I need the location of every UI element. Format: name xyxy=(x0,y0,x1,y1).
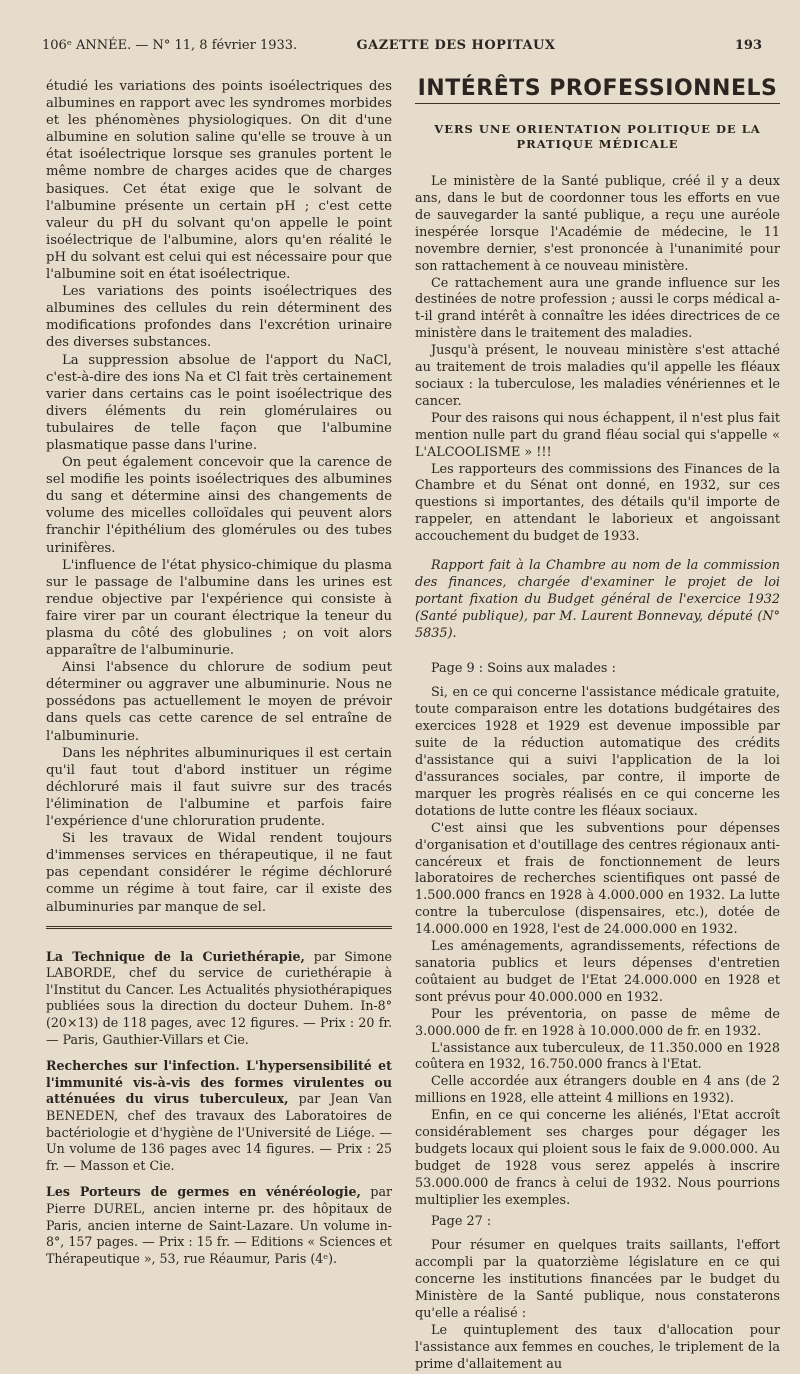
book-details: par Simone LABORDE, chef du service de curiethérapie à l'Institut du Cancer. Les Actualités physiothérapiques publiées sous la direction du docteur Duhem. In-8° (20×13) de 118 pages, avec 12 figures. — Prix : 20 fr. — Paris, Gauthier-Villars et Cie. xyxy=(46,948,393,1047)
report-reference: Rapport fait à la Chambre au nom de la commission des finances, chargée d'examiner le projet de loi portant fixation du Budget général de l'exercice 1932 (Santé publique), par M. Laurent Bonnevay, député (N° 5835). xyxy=(415,558,780,641)
paragraph: Les rapporteurs des commissions des Finances de la Chambre et du Sénat ont donné, en 1932, sur ces questions si importantes, des détails qu'il importe de rappeler, en attendant le laborieux et angoissant accouchement du budget de 1933. xyxy=(415,461,780,545)
page-header xyxy=(42,38,762,60)
paragraph: Si les travaux de Widal rendent toujours d'immenses services en thérapeutique, il ne faut pas cependant considérer le régime déchloruré comme un régime à tout faire, car il existe des albuminuries par manque de sel. xyxy=(46,831,392,915)
paragraph: Enfin, en ce qui concerne les aliénés, l'Etat accroît considérablement ses charges pour dégager les budgets locaux qui ploient sous le faix de 9.000.000. Au budget de 1928 vous serez appelés à inscrire 53.000.000 de francs à celui de 1932. Nous pourrions multiplier les exemples. xyxy=(415,1108,780,1208)
paragraph: La suppression absolue de l'apport du NaCl, c'est-à-dire des ions Na et Cl fait très certainement varier dans certains cas le point isoélectrique des divers éléments du rein glomérulaires ou tubulaires de telle façon que l'albumine plasmatique passe dans l'urine. xyxy=(46,352,392,453)
paragraph: Le quintuplement des taux d'allocation pour l'assistance aux femmes en couches, le triplement de la prime d'allaitement au xyxy=(415,1323,780,1372)
bibliography xyxy=(46,949,392,1268)
paragraph: L'influence de l'état physico-chimique du plasma sur le passage de l'albumine dans les urines est rendue objective par l'expérience qui consiste à faire virer par un courant électrique la teneur du plasma du côté des globulines ; on voit alors apparaître de l'albuminurie. xyxy=(46,557,392,659)
book-title: Les Porteurs de germes en vénéréologie, xyxy=(46,1184,361,1200)
paragraph: C'est ainsi que les subventions pour dépenses d'organisation et d'outillage des centres régionaux anti-cancéreux et frais de fonctionnement de leurs laboratoires de recherches scientifiques ont passé de 1.500.000 francs en 1928 à 4.000.000 en 1932. La lutte contre la tuberculose (dispensaires, etc.), dotée de 14.000.000 en 1928, l'est de 24.000.000 en 1932. xyxy=(415,820,780,938)
paragraph: Jusqu'à présent, le nouveau ministère s'est attaché au traitement de trois maladies qu'il appelle les fléaux sociaux : la tuberculose, les maladies vénériennes et le cancer. xyxy=(415,343,780,409)
right-column xyxy=(415,68,780,1374)
paragraph: Dans les néphrites albuminuriques il est certain qu'il faut tout d'abord instituer un régime déchloruré mais il faut suivre sur des tracés l'élimination de l'albumine et parfois faire l'expérience d'une chloruration prudente. xyxy=(46,745,392,830)
paragraph: Ce rattachement aura une grande influence sur les destinées de notre profession ; aussi le corps médical a-t-il grand intérêt à connaître les idées directrices de ce ministère dans le traitement des maladies. xyxy=(415,275,780,342)
paragraph: Le ministère de la Santé publique, créé il y a deux ans, dans le but de coordonner tous les efforts en vue de sauvegarder la santé publique, a reçu une auréole inespérée lorsque l'Académie de médecine, le 11 novembre dernier, s'est prononcée à l'unanimité pour son rattachement à ce nouveau ministère. xyxy=(415,174,780,274)
book-title: La Technique de la Curiethérapie, xyxy=(46,948,305,964)
paragraph: Ainsi l'absence du chlorure de sodium peut déterminer ou aggraver une albuminurie. Nous ne possédons pas actuellement le moyen de prévoir dans quels cas cette carence de sel entraîne de l'albuminurie. xyxy=(46,660,392,744)
paragraph: Pour résumer en quelques traits saillants, l'effort accompli par la quatorzième législature en ce qui concerne les institutions financées par le budget du Ministère de la Santé publique, nous constaterons qu'elle a réalisé : xyxy=(415,1238,780,1322)
paragraph: Les aménagements, agrandissements, réfections de sanatoria publics et leurs dépenses d'entretien coûtaient au budget de l'Etat 24.000.000 en 1928 et sont prévus pour 40.000.000 en 1932. xyxy=(415,939,780,1005)
paragraph: Pour les préventoria, on passe de même de 3.000.000 de fr. en 1928 à 10.000.000 de fr. en 1932. xyxy=(415,1006,780,1039)
page-9-heading: Page 9 : Soins aux malades : xyxy=(431,660,616,676)
section-divider xyxy=(46,926,392,929)
bibliography-entry xyxy=(46,1184,392,1267)
paragraph: étudié les variations des points isoélectriques des albumines en rapport avec les syndromes morbides et les phénomènes physiologiques. On dit d'une albumine en solution saline qu'elle se trouve à un état isoélectrique lorsque ses granules portent le même nombre de charges acides que de charges basiques. Cet état exige que le solvant de l'albumine présente un certain pH ; c'est cette valeur du pH du solvant qu'on appelle le point isoélectrique de l'albumine, alors qu'en réalité le pH du solvant est celui qui est nécessaire pour que l'albumine soit en état isoélectrique. xyxy=(46,79,392,283)
bibliography-entry xyxy=(46,1058,392,1174)
left-column xyxy=(46,78,392,1277)
paragraph: Pour des raisons qui nous échappent, il n'est plus fait mention nulle part du grand fléau social qui s'appelle « L'ALCOOLISME » !!! xyxy=(415,410,780,460)
article-title: VERS UNE ORIENTATION POLITIQUE DE LA PRATIQUE MÉDICALE xyxy=(434,122,761,152)
title-rule xyxy=(415,103,780,104)
page-27-heading: Page 27 : xyxy=(431,1213,492,1229)
paragraph: Si, en ce qui concerne l'assistance médicale gratuite, toute comparaison entre les dotations budgétaires des exercices 1928 et 1929 est devenue impossible par suite de la réduction automatique des crédits d'assistance qui a suivi l'application de la loi d'assurances sociales, par contre, il importe de marquer les progrès réalisés en ce qui concerne les dotations de lutte contre les fléaux sociaux. xyxy=(415,685,780,819)
bibliography-entry xyxy=(46,949,392,1049)
paragraph: L'assistance aux tuberculeux, de 11.350.000 en 1928 coûtera en 1932, 16.750.000 francs à l'Etat. xyxy=(415,1040,780,1073)
journal-title: GAZETTE DES HOPITAUX xyxy=(356,38,556,53)
paragraph: Les variations des points isoélectriques des albumines des cellules du rein déterminent des modifications profondes dans l'excrétion urinaire des diverses substances. xyxy=(46,284,392,351)
book-details: par Jean Van BENEDEN, chef des travaux des Laboratoires de bactériologie et d'hygiène de l'Université de Liége. — Un volume de 136 pages avec 14 figures. — Prix : 25 fr. — Masson et Cie. xyxy=(46,1091,392,1173)
issue-info: 106ᵉ ANNÉE. — N° 11, 8 février 1933. xyxy=(42,38,298,53)
paragraph: Celle accordée aux étrangers double en 4 ans (de 2 millions en 1928, elle atteint 4 millions en 1932). xyxy=(415,1074,780,1107)
section-title: INTÉRÊTS PROFESSIONNELS xyxy=(417,76,778,101)
paragraph: On peut également concevoir que la carence de sel modifie les points isoélectriques des albumines du sang et détermine ainsi des changements de volume des micelles colloïdales qui peuvent alors franchir l'épithélium des glomérules ou des tubes urinifères. xyxy=(46,455,392,556)
page-number: 193 xyxy=(734,38,762,53)
book-title: Recherches sur l'infection. L'hypersensibilité et l'immunité vis-à-vis des formes virulentes ou atténuées du virus tuberculeux, xyxy=(46,1058,392,1107)
book-details: par Pierre DUREL, ancien interne pr. des hôpitaux de Paris, ancien interne de Saint-Lazare. Un volume in-8°, 157 pages. — Prix : 15 fr. — Editions « Sciences et Thérapeutique », 53, rue Réaumur, Paris (4ᵉ). xyxy=(46,1184,392,1266)
